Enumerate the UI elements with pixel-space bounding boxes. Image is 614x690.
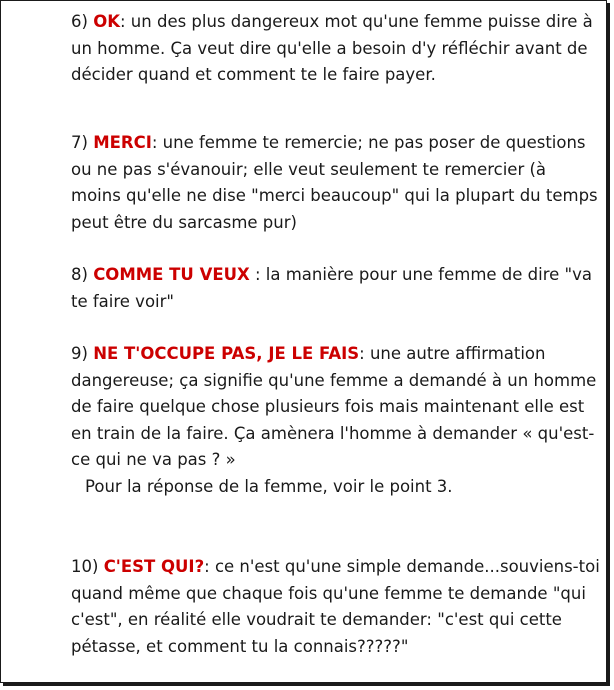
item-keyword: OK (93, 12, 120, 31)
item-text: : ce n'est qu'une simple demande...souviens-toi quand même que chaque fois qu'une femme te demande "qui c'est", en réalité elle voudrait te demander: "c'est qui cette pétasse, et comment tu la connais?????" (71, 557, 600, 656)
item-text: : un des plus dangereux mot qu'une femme puisse dire à un homme. Ça veut dire qu'elle a besoin d'y réfléchir avant de décider quand et comment te le faire payer. (71, 12, 593, 84)
item-text: : la manière pour une femme de dire "va te faire voir" (71, 265, 593, 311)
item-number: 6) (71, 12, 94, 31)
list-item (71, 262, 601, 315)
list-item (71, 341, 601, 500)
item-text: : une autre affirmation dangereuse; ça signifie qu'une femme a demandé à un homme de faire quelque chose plusieurs fois mais maintenant elle est en train de la faire. Ça amènera l'homme à demander « qu'est-ce qui ne va pas ? » (71, 344, 597, 469)
item-number: 9) (71, 344, 94, 363)
item-keyword: NE T'OCCUPE PAS, JE LE FAIS (93, 344, 360, 363)
list-item (71, 9, 601, 89)
item-text: : une femme te remercie; ne pas poser de questions ou ne pas s'évanouir; elle veut seulement te remercier (à moins qu'elle ne dise "merci beaucoup" qui la plupart du temps peut être du sarcasme pur) (71, 133, 598, 232)
list-item (71, 130, 601, 236)
item-keyword: C'EST QUI? (103, 557, 205, 576)
item-number: 10) (71, 557, 104, 576)
item-number: 8) (71, 265, 94, 284)
item-keyword: COMME TU VEUX (93, 265, 250, 284)
item-keyword: MERCI (93, 133, 152, 152)
item-number: 7) (71, 133, 94, 152)
item-note: Pour la réponse de la femme, voir le point 3. (85, 476, 453, 496)
list-item (71, 554, 601, 660)
